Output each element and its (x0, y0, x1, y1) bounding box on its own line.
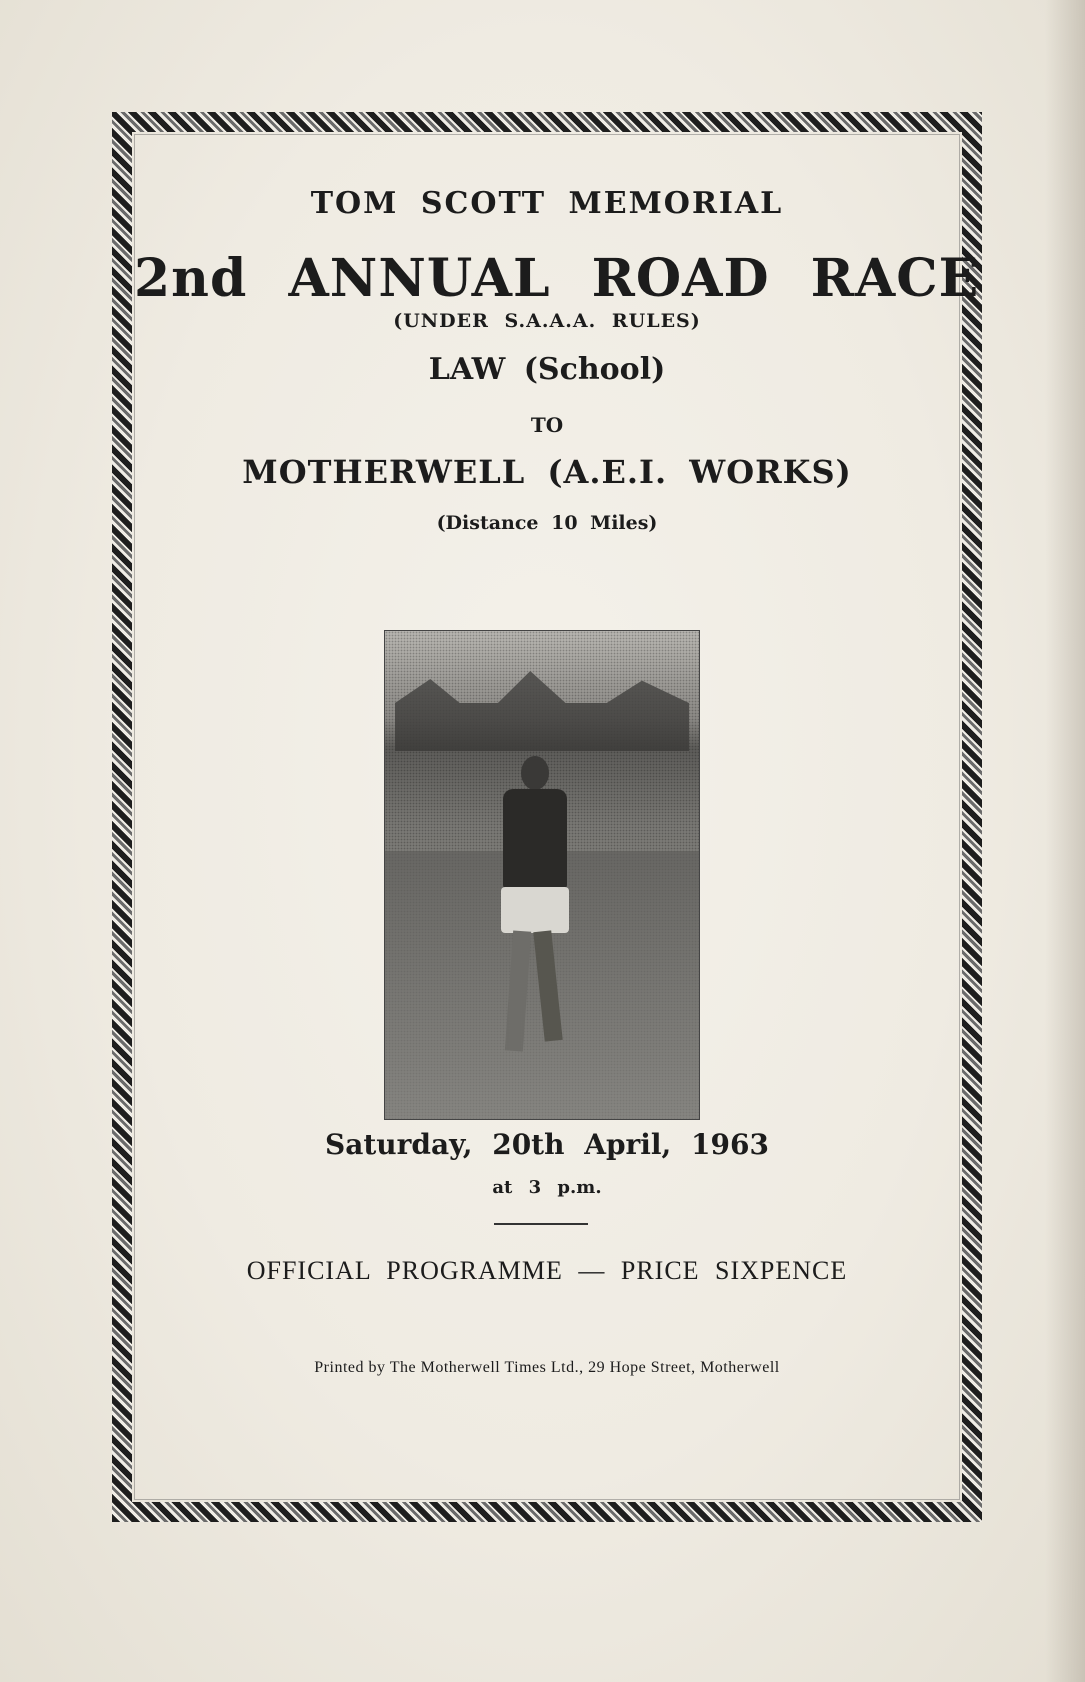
divider-rule (494, 1223, 588, 1225)
runner-figure-head (521, 756, 549, 790)
finish-location: MOTHERWELL (A.E.I. WORKS) (242, 453, 852, 491)
programme-price: OFFICIAL PROGRAMME — PRICE SIXPENCE (246, 1256, 848, 1285)
memorial-heading: TOM SCOTT MEMORIAL (310, 186, 784, 221)
runner-figure-vest (503, 789, 567, 889)
race-title: 2nd ANNUAL ROAD RACE (134, 248, 980, 309)
runner-figure-shorts (501, 887, 569, 933)
distance-note: (Distance 10 Miles) (436, 512, 658, 534)
runner-photo (384, 630, 700, 1120)
event-time: at 3 p.m. (492, 1177, 602, 1198)
photo-houses (395, 671, 689, 751)
event-date: Saturday, 20th April, 1963 (325, 1128, 769, 1161)
printer-credit: Printed by The Motherwell Times Ltd., 29 Hope Street, Motherwell (314, 1359, 780, 1376)
rules-note: (UNDER S.A.A.A. RULES) (393, 310, 701, 332)
start-location: LAW (School) (428, 352, 666, 387)
to-label: TO (530, 413, 564, 437)
cover-content (134, 134, 980, 1500)
